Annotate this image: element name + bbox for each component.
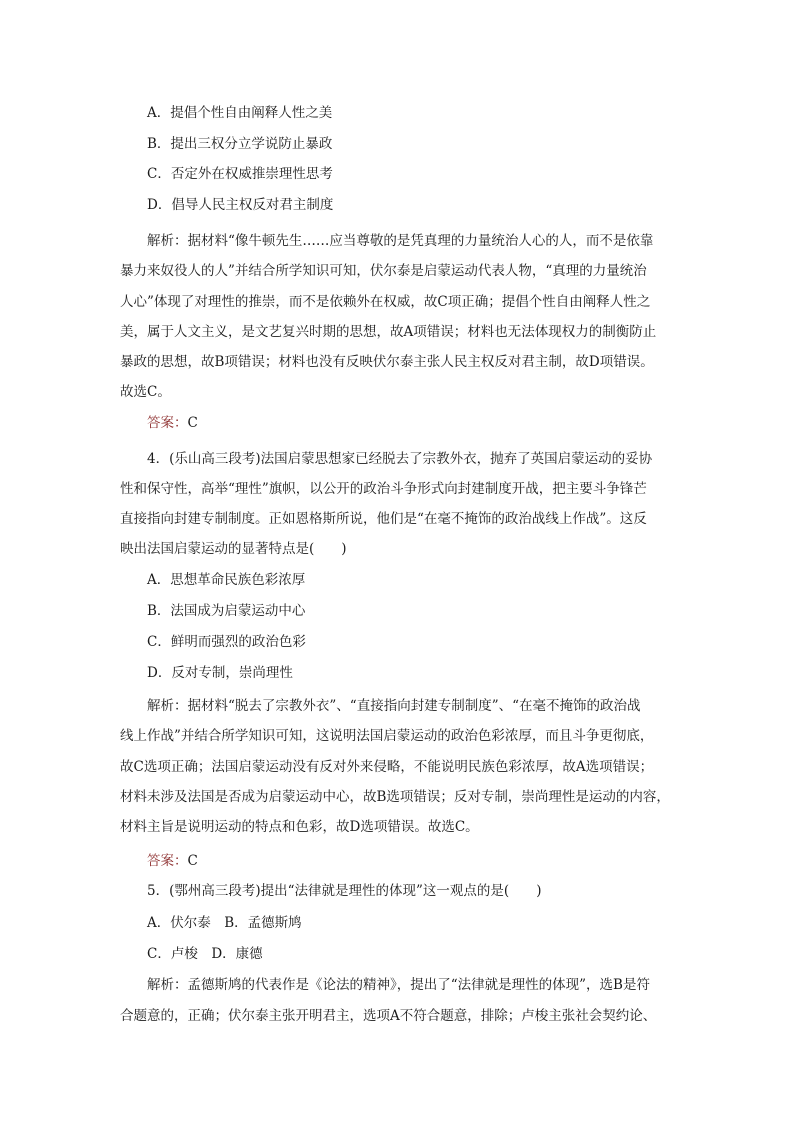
q3-analysis-line: 故选C。 xyxy=(120,384,171,400)
q3-option-c: C．否定外在权威推崇理性思考 xyxy=(147,166,333,182)
q4-answer xyxy=(147,851,198,871)
q3-option-a: A．提倡个性自由阐释人性之美 xyxy=(147,105,333,121)
answer-label: 答案： xyxy=(147,415,188,431)
q3-option-b: B．提出三权分立学说防止暴政 xyxy=(147,136,333,152)
q4-analysis-line: 解析：据材料“脱去了宗教外衣”、“直接指向封建专制制度”、“在毫不掩饰的政治战 xyxy=(147,698,641,714)
q5-options-row-1: A．伏尔泰 B．孟德斯鸠 xyxy=(147,915,302,931)
q5-stem-line: 5．(鄂州高三段考)提出“法律就是理性的体现”这一观点的是( ) xyxy=(147,883,542,899)
q4-analysis-line: 材料未涉及法国是否成为启蒙运动中心，故B选项错误；反对专制，崇尚理性是运动的内容， xyxy=(120,789,670,805)
q5-options-row-2: C．卢梭 D．康德 xyxy=(147,946,263,962)
q4-option-a: A．思想革命民族色彩浓厚 xyxy=(147,572,306,588)
answer-value: C xyxy=(187,853,198,869)
q4-stem-line: 4．(乐山高三段考)法国启蒙思想家已经脱去了宗教外衣，抛弃了英国启蒙运动的妥协 xyxy=(147,451,653,467)
q3-option-d: D．倡导人民主权反对君主制度 xyxy=(147,197,334,213)
q4-option-c: C．鲜明而强烈的政治色彩 xyxy=(147,634,306,650)
q5-analysis-line: 合题意的，正确；伏尔泰主张开明君主，选项A不符合题意，排除；卢梭主张社会契约论、 xyxy=(120,1008,657,1024)
q3-analysis-line: 解析：据材料“像牛顿先生……应当尊敬的是凭真理的力量统治人心的人，而不是依靠 xyxy=(147,233,654,249)
q3-analysis-line: 美，属于人文主义，是文艺复兴时期的思想，故A项错误；材料也无法体现权力的制衡防止 xyxy=(120,324,657,340)
q4-stem-line: 映出法国启蒙运动的显著特点是( ) xyxy=(120,541,347,557)
answer-label: 答案： xyxy=(147,853,188,869)
q5-analysis-line: 解析：孟德斯鸠的代表作是《论法的精神》，提出了“法律就是理性的体现”，选B是符 xyxy=(147,977,650,993)
q4-stem-line: 性和保守性，高举“理性”旗帜，以公开的政治斗争形式向封建制度开战，把主要斗争锋芒 xyxy=(120,481,647,497)
q4-option-d: D．反对专制，崇尚理性 xyxy=(147,665,293,681)
q3-analysis-line: 暴政的思想，故B项错误；材料也没有反映伏尔泰主张人民主权反对君主制，故D项错误。 xyxy=(120,354,654,370)
q3-analysis-line: 暴力来奴役人的人”并结合所学知识可知，伏尔泰是启蒙运动代表人物，“真理的力量统治 xyxy=(120,263,647,279)
answer-value: C xyxy=(187,415,198,431)
q4-analysis-line: 故C选项正确；法国启蒙运动没有反对外来侵略，不能说明民族色彩浓厚，故A选项错误； xyxy=(120,759,654,775)
q4-analysis-line: 材料主旨是说明运动的特点和色彩，故D选项错误。故选C。 xyxy=(120,819,479,835)
q4-stem-line: 直接指向封建专制制度。正如恩格斯所说，他们是“在毫不掩饰的政治战线上作战”。这反 xyxy=(120,511,647,527)
q3-answer xyxy=(147,413,198,433)
q3-analysis-line: 人心”体现了对理性的推崇，而不是依赖外在权威，故C项正确；提倡个性自由阐释人性之 xyxy=(120,294,651,310)
q4-analysis-line: 线上作战”并结合所学知识可知，这说明法国启蒙运动的政治色彩浓厚，而且斗争更彻底， xyxy=(120,728,654,744)
q4-option-b: B．法国成为启蒙运动中心 xyxy=(147,603,306,619)
